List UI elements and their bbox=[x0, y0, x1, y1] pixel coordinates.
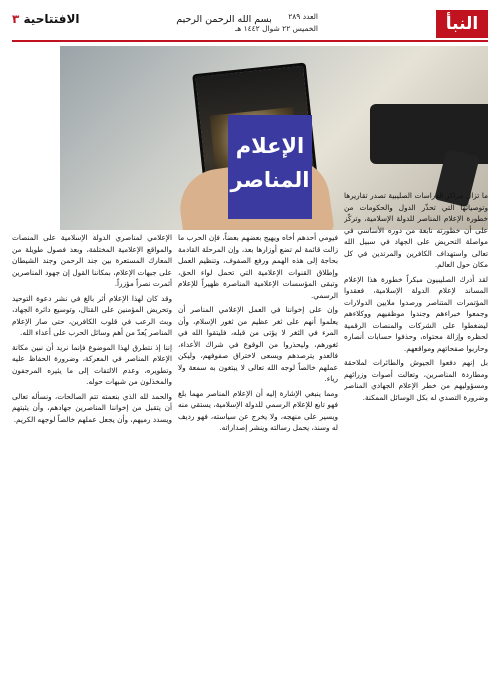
text-column-left bbox=[12, 232, 172, 676]
title-line-2: المناصر bbox=[230, 168, 310, 192]
header-divider bbox=[12, 40, 488, 42]
issue-number: العدد ٢٨٩ bbox=[288, 12, 318, 21]
paragraph: إننا إذ نتطرق لهذا الموضوع فإنما نريد أن نبين مكانة الإعلام المناصر في المعركة، وضرورة الحفاظ عليه وتطويره، وعدم الالتفات إلى ما يثيره المرجفون والمخذلون من شبهات حوله. bbox=[12, 342, 172, 386]
section-number: ٣ bbox=[12, 12, 20, 26]
paragraph: ومما ينبغي الإشارة إليه أن الإعلام المناصر مهما بلغ فهو تابع للإعلام الرسمي للدولة الإسلامية، يستقي منه ويسير على منهجه، ولا يخرج عن سياسته، فهو رديف له وسند، يحمل رسالته وينشر إصداراته. bbox=[178, 388, 338, 432]
pistol-shape bbox=[370, 104, 488, 164]
paragraph: الإعلامي لمناصري الدولة الإسلامية على المنصات والمواقع الإعلامية المختلفة، وبعد فصول طويلة من المعارك المستعرة بين جند الرحمن وجند الشيطان على جبهات الإعلام، بمكاننا القول إن جهود المناصرين أثمرت نصراً مؤزراً. bbox=[12, 233, 172, 288]
paragraph: بل إنهم دفعوا الجيوش والطائرات لملاحقة ومطاردة المناصرين، وتعالت أصوات وزرائهم ومسؤوليهم من خطر الإعلام الجهادي المناصر وضرورة التصدي له بكل الوسائل الممكنة. bbox=[344, 358, 488, 402]
text-column-right bbox=[344, 190, 488, 674]
page-header bbox=[12, 10, 488, 38]
paragraph: لقد أدرك الصليبيون مبكراً خطورة هذا الإعلام المساند لإعلام الدولة الإسلامية، فعقدوا المؤتمرات المتناصر ورصدوا ملايين الدولارات وجمعوا خبراءهم وجندوا موظفيهم ووكلاءهم ليضغطوا على الشركات والمنصات الرقمية لحظره وإزالة محتواه، وحذفوا حسابات أنصاره وحاربوا صفحاتهم ومواقعهم. bbox=[344, 274, 488, 353]
section-label bbox=[12, 12, 82, 32]
basmala: بسم الله الرحمن الرحيم bbox=[176, 14, 272, 25]
paragraph: وإن على إخواننا في العمل الإعلامي المناصر أن يعلموا أنهم على ثغر عظيم من ثغور الإسلام، وأن المرء في الثغر لا يؤتى من قبله، فليتقوا الله في ثغورهم، وليحذروا من الوقوع في شراك الأعداء، فالعدو يترصدهم ويسعى لاختراق صفوفهم، وليكن عملهم خالصاً لوجه الله تعالى لا يبتغون به سمعة ولا رياء. bbox=[178, 305, 338, 383]
paragraph: والحمد لله الذي بنعمته تتم الصالحات، ونسأله تعالى أن يتقبل من إخواننا المناصرين جهادهم، وأن يثبتهم ويسدد رميهم، وأن يجعل عملهم خالصاً لوجهه الكريم. bbox=[12, 391, 172, 424]
section-name: الافتتاحية bbox=[23, 12, 80, 26]
publication-logo: النبأ bbox=[436, 10, 488, 38]
text-column-middle bbox=[178, 232, 338, 676]
paragraph: ما تزال مراكز الدراسات الصليبية تصدر تقاريرها وتوصياتها التي تحذّر الدول والحكومات من خطورة الإعلام المناصر للدولة الإسلامية، وتركّز على أن خطورته نابعة من دوره الأساسي في مواصلة التحريض على الجهاد في سبيل الله تعالى واستهداف الكافرين والمرتدين في كل مكان حول العالم. bbox=[344, 191, 488, 269]
title-line-1: الإعلام bbox=[235, 134, 305, 158]
article-title bbox=[228, 115, 312, 219]
paragraph: وقد كان لهذا الإعلام أثر بالغ في نشر دعوة التوحيد وتحريض المؤمنين على القتال، وتوسيع دائرة الجهاد، وبث الرعب في قلوب الكافرين، حتى صار الإعلام المناصر يُعدّ من أهم وسائل الحرب على أعداء الله. bbox=[12, 293, 172, 337]
issue-date: الخميس ٢٢ شوال ١٤٤٢ هـ bbox=[235, 24, 318, 33]
paragraph: فيومي أحدهم أخاه ويهيج بعضهم بعضاً، فإن الحرب ما زالت قائمة لم تضع أوزارها بعد، وإن المرحلة القادمة بحاجة إلى هذه الهمم ورفع الصفوف، وتنظيم العمل وإطلاق القنوات الإعلامية التي تحمل لواء الحق، وتبقى المؤسسات الإعلامية المناصرة ظهيراً للإعلام الرسمي. bbox=[178, 233, 338, 300]
